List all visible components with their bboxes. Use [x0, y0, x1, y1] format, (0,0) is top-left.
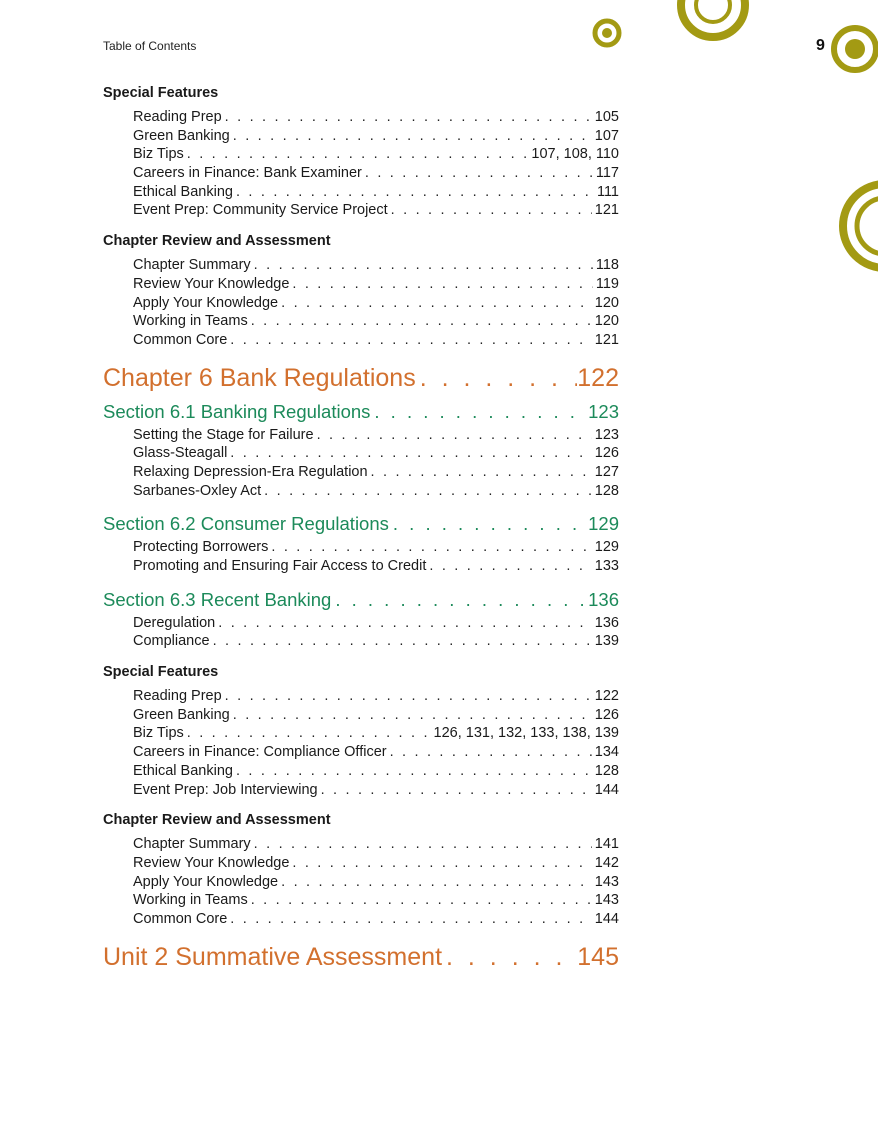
toc-entry[interactable]: Common Core . . . 121 — [133, 331, 619, 350]
toc-group-special-features-1 — [103, 84, 619, 220]
toc-entry[interactable]: Sarbanes-Oxley Act . . . 128 — [133, 482, 619, 501]
toc-entry[interactable]: Deregulation . . . 136 — [133, 614, 619, 633]
toc-entry[interactable]: Careers in Finance: Bank Examiner . . . 117 — [133, 164, 619, 183]
toc-entry[interactable]: Protecting Borrowers . . . 129 — [133, 538, 619, 557]
toc-group-review-2 — [103, 811, 619, 928]
toc-entry[interactable]: Apply Your Knowledge . . . 143 — [133, 873, 619, 892]
ring-side-icon — [843, 184, 878, 268]
ring-page-dot-icon — [845, 39, 865, 59]
toc-entry[interactable]: Careers in Finance: Compliance Officer . . . 134 — [133, 743, 619, 762]
page-number: 9 — [816, 37, 825, 54]
toc-entry[interactable]: Chapter Summary . . . 118 — [133, 256, 619, 275]
toc-section-6-1[interactable]: Section 6.1 Banking Regulations . . . 123 — [103, 400, 619, 424]
toc-entry[interactable]: Ethical Banking . . . 111 — [133, 183, 619, 202]
toc-entry[interactable]: Glass-Steagall . . . 126 — [133, 444, 619, 463]
group-title: Special Features — [103, 664, 219, 681]
toc-entry[interactable]: Common Core . . . 144 — [133, 910, 619, 929]
ring-small-dot-icon — [602, 28, 612, 38]
toc-section-6-2[interactable]: Section 6.2 Consumer Regulations . . . 129 — [103, 512, 619, 536]
toc-entry[interactable]: Biz Tips . . . 126, 131, 132, 133, 138, 139 — [133, 724, 619, 743]
toc-entry[interactable]: Event Prep: Job Interviewing . . . 144 — [133, 781, 619, 800]
toc-entry[interactable]: Compliance . . . 139 — [133, 632, 619, 651]
group-title: Special Features — [103, 85, 219, 101]
toc-group-review-1 — [103, 232, 619, 349]
group-title: Chapter Review and Assessment — [103, 233, 331, 250]
group-title: Chapter Review and Assessment — [103, 812, 331, 829]
toc-entry[interactable]: Promoting and Ensuring Fair Access to Credit . . . 133 — [133, 557, 619, 576]
toc-entry[interactable]: Review Your Knowledge . . . 142 — [133, 854, 619, 873]
running-title: Table of Contents — [103, 39, 197, 53]
toc-entry[interactable]: Event Prep: Community Service Project . . . 121 — [133, 201, 619, 220]
toc-entry[interactable]: Reading Prep . . . 105 — [133, 108, 619, 127]
ring-top-icon — [681, 0, 745, 37]
toc-entry[interactable]: Working in Teams . . . 143 — [133, 891, 619, 910]
toc-entry[interactable]: Review Your Knowledge . . . 119 — [133, 275, 619, 294]
toc-entry[interactable]: Setting the Stage for Failure . . . 123 — [133, 426, 619, 445]
ring-top-inner-icon — [696, 0, 730, 22]
toc-section-6-3[interactable]: Section 6.3 Recent Banking . . . 136 — [103, 588, 619, 612]
toc-group-special-features-2 — [103, 663, 619, 799]
toc-content — [103, 84, 619, 979]
toc-entry[interactable]: Relaxing Depression-Era Regulation . . . 127 — [133, 463, 619, 482]
toc-entry[interactable]: Biz Tips . . . 107, 108, 110 — [133, 145, 619, 164]
toc-entry[interactable]: Green Banking . . . 107 — [133, 127, 619, 146]
toc-entry[interactable]: Ethical Banking . . . 128 — [133, 762, 619, 781]
ring-side-inner-icon — [857, 198, 878, 254]
toc-entry[interactable]: Green Banking . . . 126 — [133, 706, 619, 725]
toc-chapter-6[interactable]: Chapter 6 Bank Regulations . . . 122 — [103, 362, 619, 394]
toc-entry[interactable]: Apply Your Knowledge . . . 120 — [133, 294, 619, 313]
toc-entry[interactable]: Reading Prep . . . 122 — [133, 687, 619, 706]
toc-entry[interactable]: Chapter Summary . . . 141 — [133, 835, 619, 854]
toc-entry[interactable]: Working in Teams . . . 120 — [133, 312, 619, 331]
toc-unit-2-assessment[interactable]: Unit 2 Summative Assessment . . . 145 — [103, 941, 619, 973]
